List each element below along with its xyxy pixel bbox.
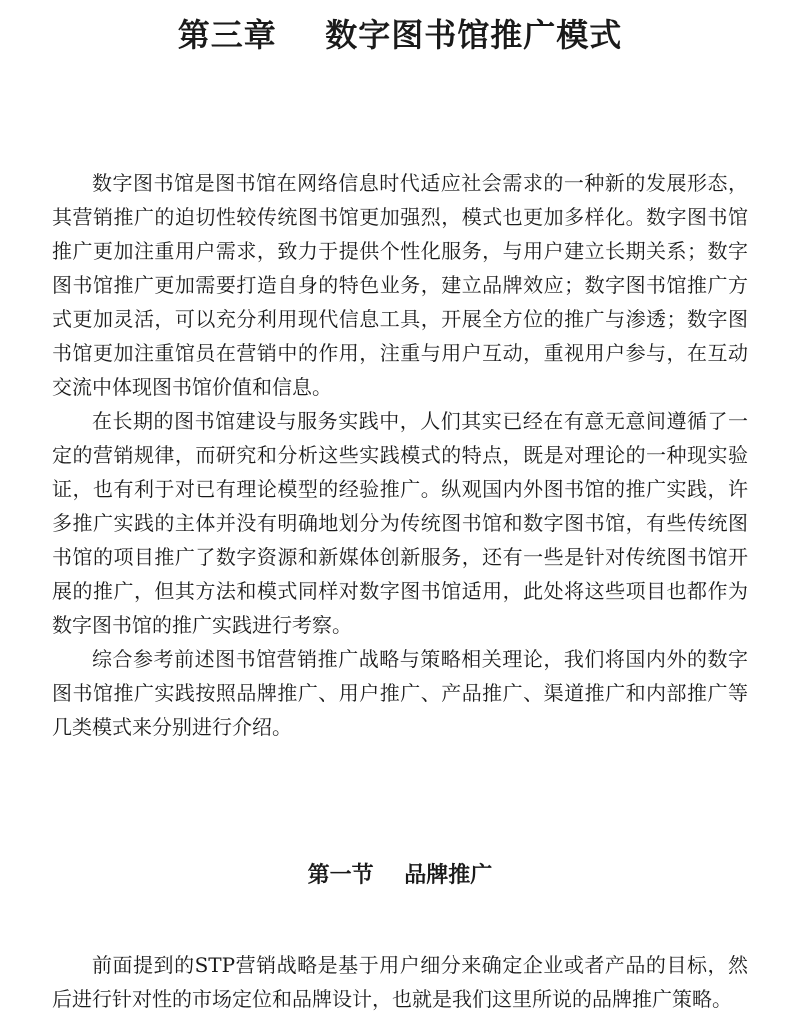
- paragraph-model-categories: 综合参考前述图书馆营销推广战略与策略相关理论，我们将国内外的数字图书馆推广实践按照品牌推广、用户推广、产品推广、渠道推广和内部推广等几类模式来分别进行介绍。: [52, 647, 748, 739]
- section-body: [52, 948, 748, 1016]
- paragraph-stp-strategy: 前面提到的STP营销战略是基于用户细分来确定企业或者产品的目标，然后进行针对性的市场定位和品牌设计，也就是我们这里所说的品牌推广策略。: [52, 953, 748, 1011]
- intro-body: [52, 166, 748, 744]
- section-title: 第一节 品牌推广: [307, 862, 493, 888]
- paragraph-practice-analysis: 在长期的图书馆建设与服务实践中，人们其实已经在有意无意间遵循了一定的营销规律，而研究和分析这些实践模式的特点，既是对理论的一种现实验证，也有利于对已有理论模型的经验推广。纵观国内外图书馆的推广实践，许多推广实践的主体并没有明确地划分为传统图书馆和数字图书馆，有些传统图书馆的项目推广了数字资源和新媒体创新服务，还有一些是针对传统图书馆开展的推广，但其方法和模式同样对数字图书馆适用，此处将这些项目也都作为数字图书馆的推广实践进行考察。: [52, 409, 748, 637]
- paragraph-digital-library-overview: 数字图书馆是图书馆在网络信息时代适应社会需求的一种新的发展形态，其营销推广的迫切性较传统图书馆更加强烈，模式也更加多样化。数字图书馆推广更加注重用户需求，致力于提供个性化服务，与用户建立长期关系；数字图书馆推广更加需要打造自身的特色业务，建立品牌效应；数字图书馆推广方式更加灵活，可以充分利用现代信息工具，开展全方位的推广与渗透；数字图书馆更加注重馆员在营销中的作用，注重与用户互动，重视用户参与，在互动交流中体现图书馆价值和信息。: [52, 171, 748, 399]
- chapter-title: 第三章 数字图书馆推广模式: [177, 16, 623, 54]
